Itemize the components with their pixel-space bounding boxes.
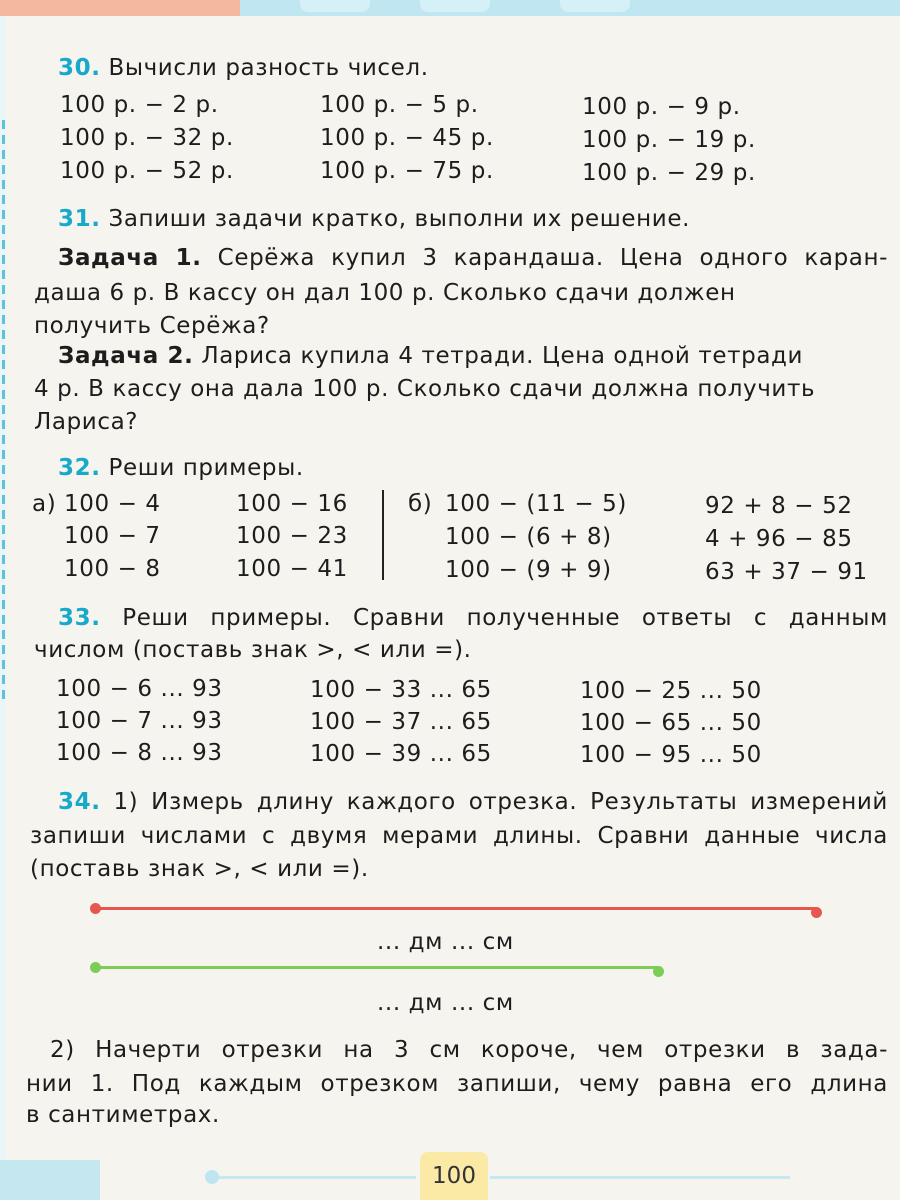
exercise-number: 31.	[58, 206, 101, 232]
column-divider	[382, 490, 384, 580]
segment-caption: ... дм ... см	[377, 990, 514, 1016]
task1-line	[58, 245, 888, 271]
ex32-item: 100 − (11 − 5)	[445, 491, 627, 517]
exercise-title: Реши примеры.	[108, 455, 304, 481]
ex32-label-a: а)	[32, 491, 57, 517]
ex32-item: 100 − 41	[236, 556, 348, 582]
green-segment	[95, 966, 659, 969]
task1-label: Задача 1.	[58, 245, 202, 271]
task2-text: Лариса купила 4 тетради. Цена одной тетради	[201, 343, 804, 369]
footer-dot	[205, 1170, 219, 1184]
exercise-text: (поставь знак >, < или =).	[30, 856, 369, 882]
exercise-32-heading	[58, 455, 304, 481]
ex30-item: 100 р. − 5 р.	[320, 92, 479, 118]
ex33-item: 100 − 6 ... 93	[56, 676, 223, 702]
ex32-item: 100 − 23	[236, 523, 348, 549]
top-decor-shape	[560, 0, 630, 12]
exercise-title: Вычисли разность чисел.	[108, 55, 429, 81]
exercise-31-heading	[58, 206, 690, 232]
footer-line	[490, 1176, 790, 1179]
exercise-text: числом (поставь знак >, < или =).	[34, 637, 472, 663]
top-decor-shape	[420, 0, 490, 12]
ex33-item: 100 − 7 ... 93	[56, 708, 223, 734]
exercise-34-part2-line: нии 1. Под каждым отрезком запиши, чему равна его длина	[26, 1071, 888, 1097]
footer-line	[208, 1176, 416, 1179]
task2-line	[58, 343, 803, 369]
segment-endpoint	[653, 966, 664, 977]
exercise-number: 32.	[58, 455, 101, 481]
exercise-34-part2-line: 2) Начерти отрезки на 3 см короче, чем отрезки в зада-	[50, 1037, 888, 1063]
page-number: 100	[432, 1163, 476, 1189]
ex33-item: 100 − 65 ... 50	[580, 710, 762, 736]
ex30-item: 100 р. − 9 р.	[582, 94, 741, 120]
segment-endpoint	[90, 962, 101, 973]
ex32-item: 63 + 37 − 91	[705, 559, 868, 585]
ex32-item: 100 − 4	[64, 491, 161, 517]
task1-line: даша 6 р. В кассу он дал 100 р. Сколько сдачи должен	[34, 280, 736, 306]
ex30-item: 100 р. − 52 р.	[60, 158, 234, 184]
task1-text: Серёжа купил 3 карандаша. Цена одного каран-	[217, 245, 888, 271]
ex30-item: 100 р. − 2 р.	[60, 92, 219, 118]
ex32-item: 100 − (9 + 9)	[445, 557, 612, 583]
ex33-item: 100 − 39 ... 65	[310, 741, 492, 767]
ex32-label-b: б)	[408, 491, 433, 517]
exercise-number: 30.	[58, 55, 101, 81]
ex32-item: 4 + 96 − 85	[705, 526, 853, 552]
task2-label: Задача 2.	[58, 343, 194, 369]
task2-line: 4 р. В кассу она дала 100 р. Сколько сдачи должна получить	[34, 376, 816, 402]
ex30-item: 100 р. − 32 р.	[60, 125, 234, 151]
ex33-item: 100 − 95 ... 50	[580, 742, 762, 768]
exercise-text: запиши числами с двумя мерами длины. Сравни данные числа	[30, 823, 888, 849]
task1-line: получить Серёжа?	[34, 313, 270, 339]
segment-caption: ... дм ... см	[377, 929, 514, 955]
ex30-item: 100 р. − 45 р.	[320, 125, 494, 151]
ex33-item: 100 − 33 ... 65	[310, 677, 492, 703]
ex30-item: 100 р. − 19 р.	[582, 127, 756, 153]
ex32-item: 100 − (6 + 8)	[445, 524, 612, 550]
bottom-left-decor	[0, 1160, 100, 1200]
ex33-item: 100 − 25 ... 50	[580, 678, 762, 704]
exercise-text: 1) Измерь длину каждого отрезка. Результаты измерений	[113, 789, 888, 815]
ex32-item: 92 + 8 − 52	[705, 493, 853, 519]
ex33-item: 100 − 8 ... 93	[56, 740, 223, 766]
red-segment	[95, 907, 817, 910]
top-decor-band	[0, 0, 900, 16]
ex32-item: 100 − 7	[64, 523, 161, 549]
left-dashed-line	[2, 120, 5, 700]
exercise-33-heading	[58, 605, 888, 631]
exercise-30-heading	[58, 55, 429, 81]
exercise-number: 34.	[58, 789, 101, 815]
ex30-item: 100 р. − 29 р.	[582, 160, 756, 186]
exercise-title: Запиши задачи кратко, выполни их решение.	[108, 206, 691, 232]
segment-endpoint	[811, 907, 822, 918]
segment-endpoint	[90, 903, 101, 914]
ex33-item: 100 − 37 ... 65	[310, 709, 492, 735]
exercise-text: Реши примеры. Сравни полученные ответы с данным	[122, 605, 888, 631]
top-decor-shape	[300, 0, 370, 12]
ex32-item: 100 − 8	[64, 556, 161, 582]
exercise-34-part2-line: в сантиметрах.	[26, 1102, 220, 1128]
ex30-item: 100 р. − 75 р.	[320, 158, 494, 184]
task2-line: Лариса?	[34, 409, 139, 435]
ex32-item: 100 − 16	[236, 491, 348, 517]
exercise-number: 33.	[58, 605, 101, 631]
exercise-34-heading	[58, 789, 888, 815]
